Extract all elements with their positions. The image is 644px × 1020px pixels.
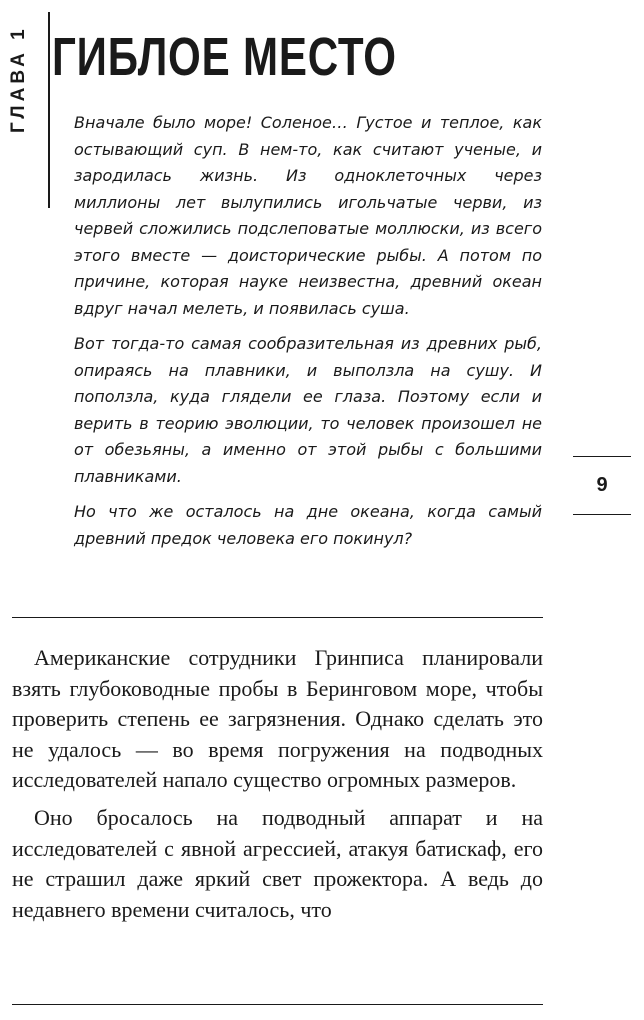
chapter-title: ГИБЛОЕ МЕСТО xyxy=(52,27,397,87)
chapter-label: ГЛАВА 1 xyxy=(8,25,29,133)
body-paragraph-2: Оно бросалось на подводный аппарат и на исследователей с явной агрессией, атакуя батискаф, его не страшил даже яркий свет прожектора. А ведь до недавнего времени считалось, что xyxy=(12,804,543,922)
body-text xyxy=(12,643,543,932)
epigraph-paragraph-1: Вначале было море! Соленое… Густое и теплое, как остывающий суп. В нем-то, как считают ученые, и зародилась жизнь. Из одноклеточных через миллионы лет вылупились игольчатые черви, из червей сложились подслеповатые моллюски, из всего этого вместе — доисторические рыбы. А потом по причине, которая науке неизвестна, древний океан вдруг начал мелеть, и появилась суша. xyxy=(74,113,542,318)
page-number-top-rule xyxy=(573,456,631,457)
epigraph xyxy=(74,110,542,561)
epigraph-paragraph-2: Вот тогда-то самая сообразительная из древних рыб, опираясь на плавники, и выползла на сушу. И поползла, куда глядели ее глаза. Поэтому если и верить в теорию эволюции, то человек произошел не от обезьяны, а именно от этой рыбы с большими плавниками. xyxy=(74,334,542,486)
footer-divider xyxy=(12,1004,543,1005)
body-paragraph-1: Американские сотрудники Гринписа планировали взять глубоководные пробы в Беринговом море, чтобы проверить степень ее загрязнения. Однако сделать это не удалось — во время погружения на подводных исследователей напало существо огромных размеров. xyxy=(12,645,543,793)
page-number-block xyxy=(573,456,631,514)
epigraph-paragraph-3: Но что же осталось на дне океана, когда самый древний предок человека его покинул? xyxy=(74,502,542,548)
epigraph-divider xyxy=(12,617,543,618)
page-number-bottom-rule xyxy=(573,514,631,515)
chapter-vertical-rule xyxy=(48,12,50,208)
page-number: 9 xyxy=(596,474,608,496)
